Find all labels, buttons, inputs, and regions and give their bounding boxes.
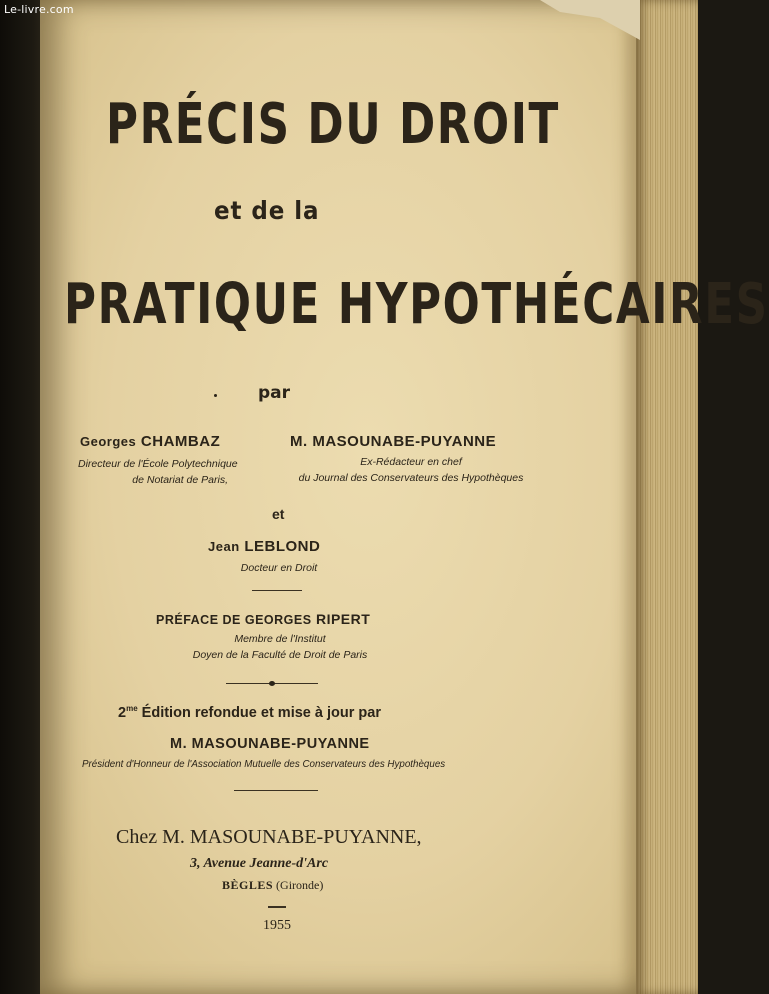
author-1-first: Georges [80,434,137,449]
edition-text: Édition refondue et mise à jour par [141,704,381,721]
author-1-last: CHAMBAZ [140,433,221,450]
author-2-last: MASOUNABE-PUYANNE [312,433,497,450]
author-3-name [208,538,320,555]
preface-role-2: Doyen de la Faculté de Droit de Paris [192,649,368,661]
author-2-role-2: du Journal des Conservateurs des Hypothèques [298,472,524,484]
edition-suffix: me [126,704,138,713]
by-label: par [258,383,291,403]
author-1-name [80,433,220,450]
title-line-3: PRATIQUE HYPOTHÉCAIRES [64,272,769,337]
divider-1 [252,590,302,591]
author-2-role-1: Ex-Rédacteur en chef [360,456,462,468]
author-1-role-1: Directeur de l'École Polytechnique [78,458,238,470]
author-3-last: LEBLOND [244,538,321,555]
publisher-address: 3, Avenue Jeanne-d'Arc [190,856,329,871]
edition-editor: M. MASOUNABE-PUYANNE [170,736,370,752]
author-1-role-2: de Notariat de Paris, [132,474,228,486]
title-line-1: PRÉCIS DU DROIT [106,92,560,157]
edition-editor-role: Président d'Honneur de l'Association Mutuelle des Conservateurs des Hypothèques [82,759,446,770]
edition-number: 2 [118,704,127,721]
author-2-name [290,433,496,450]
and-label: et [272,506,285,522]
author-3-role: Docteur en Droit [240,562,318,574]
author-3-first: Jean [208,539,240,554]
preface-line [156,611,370,627]
publisher-region: (Gironde) [276,878,324,892]
title-line-2: et de la [214,196,320,225]
watermark: Le-livre.com [4,3,74,16]
preface-role-1: Membre de l'Institut [234,633,326,645]
edition-line [118,704,381,721]
print-speck [214,394,217,397]
ornament-diamond [269,681,275,686]
preface-name: RIPERT [315,611,371,627]
publisher-line: Chez M. MASOUNABE-PUYANNE, [116,826,422,848]
preface-label: PRÉFACE DE GEORGES [156,613,312,627]
page-edges [636,0,698,994]
publication-year: 1955 [263,918,291,933]
divider-2 [234,790,318,791]
publisher-city: BÈGLES [222,878,274,892]
publisher-city-line [222,878,323,893]
author-2-first: M. [290,433,308,450]
divider-3 [268,906,286,908]
